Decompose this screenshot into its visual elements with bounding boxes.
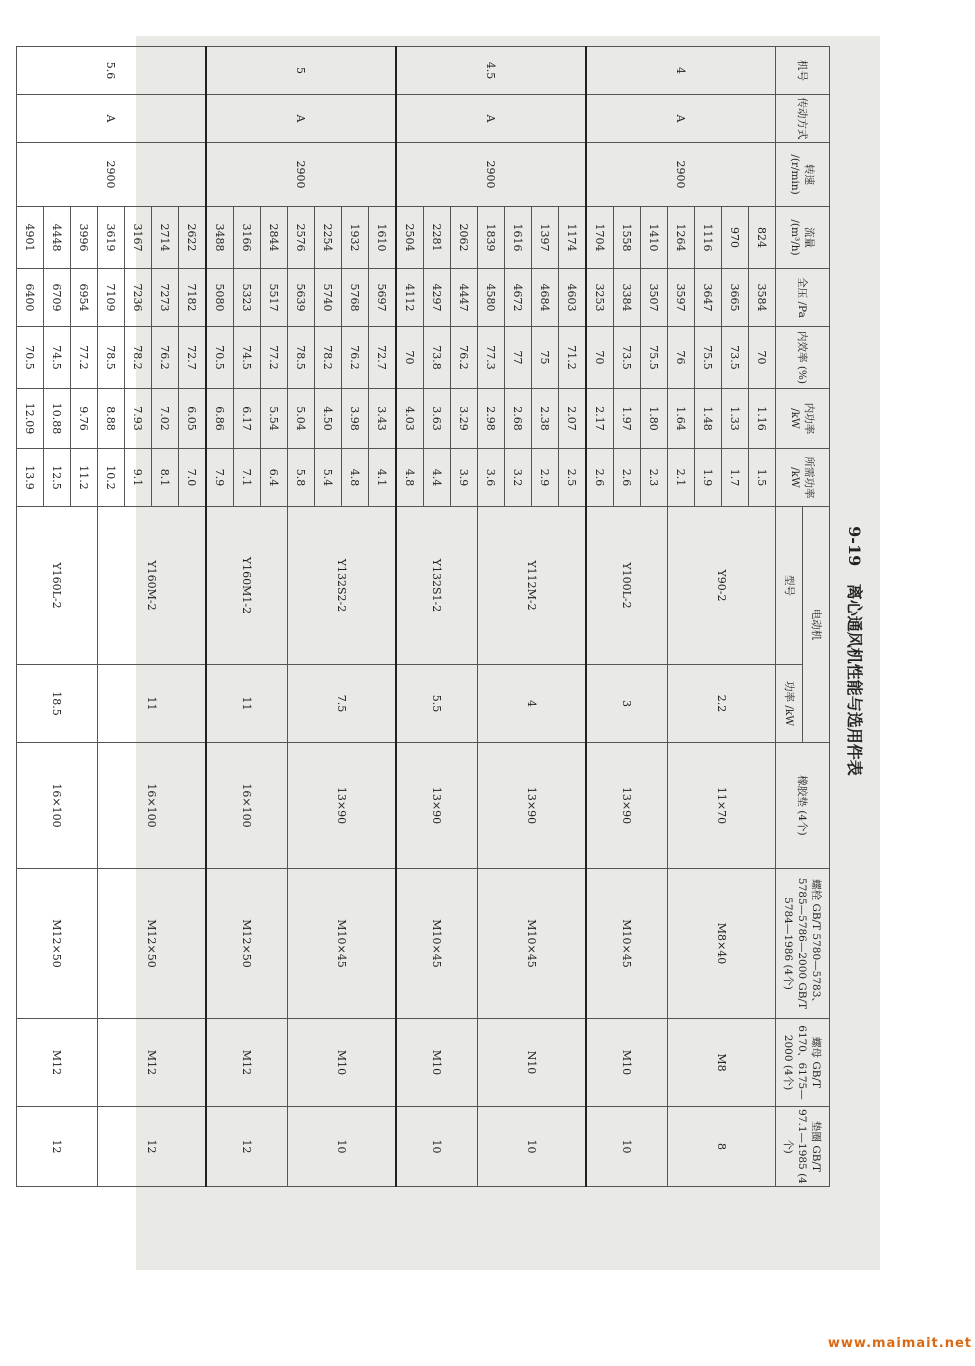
bolt-cell: M10×45 [288,869,397,1019]
required-power-cell: 3.6 [478,449,505,507]
motor-model-cell: Y90-2 [668,507,776,665]
internal-power-cell: 4.03 [396,389,424,449]
flow-cell: 1174 [559,207,587,269]
efficiency-cell: 77 [505,327,532,389]
internal-power-cell: 4.50 [315,389,342,449]
required-power-cell: 4.8 [342,449,369,507]
drive-cell: A [17,95,207,143]
fan-model-cell: 5.6 [17,47,207,95]
internal-power-cell: 2.07 [559,389,587,449]
nut-cell: M10 [288,1019,397,1107]
efficiency-cell: 76.2 [152,327,179,389]
efficiency-cell: 77.2 [261,327,288,389]
internal-power-cell: 2.38 [532,389,559,449]
pressure-cell: 4672 [505,269,532,327]
header-motor-model: 型号 [776,507,803,665]
required-power-cell: 11.2 [71,449,98,507]
efficiency-cell: 71.2 [559,327,587,389]
internal-power-cell: 1.97 [614,389,641,449]
motor-model-cell: Y132S1-2 [396,507,478,665]
internal-power-cell: 1.16 [749,389,776,449]
motor-power-cell: 2.2 [668,665,776,743]
pressure-cell: 3507 [641,269,668,327]
flow-cell: 1610 [369,207,397,269]
motor-power-cell: 18.5 [17,665,98,743]
required-power-cell: 7.1 [234,449,261,507]
bolt-cell: M8×40 [668,869,776,1019]
internal-power-cell: 2.98 [478,389,505,449]
efficiency-cell: 78.5 [98,327,125,389]
internal-power-cell: 5.04 [288,389,315,449]
efficiency-cell: 73.8 [424,327,451,389]
speed-cell: 2900 [17,143,207,207]
flow-cell: 2576 [288,207,315,269]
flow-cell: 3167 [125,207,152,269]
flow-cell: 1397 [532,207,559,269]
rubber-pad-cell: 13×90 [288,743,397,869]
table-row [369,47,397,1187]
motor-model-cell: Y160L-2 [17,507,98,665]
site-watermark: www.maimait.net [827,1336,972,1351]
table-row [451,47,478,1187]
efficiency-cell: 75 [532,327,559,389]
nut-cell: M12 [98,1019,207,1107]
pressure-cell: 4580 [478,269,505,327]
motor-model-cell: Y100L-2 [586,507,668,665]
pressure-cell: 6954 [71,269,98,327]
rotated-content [23,36,880,1270]
motor-power-cell: 3 [586,665,668,743]
required-power-cell: 7.9 [206,449,234,507]
header-pressure: 全压 /Pa [776,269,830,327]
internal-power-cell: 1.64 [668,389,695,449]
pressure-cell: 3597 [668,269,695,327]
efficiency-cell: 72.7 [369,327,397,389]
washer-cell: 10 [586,1107,668,1187]
pressure-cell: 5697 [369,269,397,327]
header-internal-power: 内功率 /kW [776,389,830,449]
washer-cell: 8 [668,1107,776,1187]
pressure-cell: 6709 [44,269,71,327]
washer-cell: 10 [478,1107,587,1187]
pressure-cell: 7182 [179,269,207,327]
required-power-cell: 2.3 [641,449,668,507]
flow-cell: 1116 [695,207,722,269]
header-efficiency: 内效率 (%) [776,327,830,389]
flow-cell: 2622 [179,207,207,269]
rubber-pad-cell: 13×90 [396,743,478,869]
rubber-pad-cell: 16×100 [17,743,98,869]
nut-cell: M8 [668,1019,776,1107]
efficiency-cell: 78.5 [288,327,315,389]
pressure-cell: 7236 [125,269,152,327]
bolt-cell: M12×50 [98,869,207,1019]
pressure-cell: 4297 [424,269,451,327]
efficiency-cell: 76 [668,327,695,389]
pressure-cell: 5768 [342,269,369,327]
pressure-cell: 5740 [315,269,342,327]
header-bolt: 螺栓 GB/T 5780—5783、5785—5786—2000 GB/T 5784—1986 (4个) [776,869,830,1019]
washer-cell: 10 [288,1107,397,1187]
flow-cell: 2062 [451,207,478,269]
washer-cell: 12 [206,1107,288,1187]
flow-cell: 970 [722,207,749,269]
header-model: 机号 [776,47,830,95]
table-number: 9-19 [845,526,864,567]
required-power-cell: 2.6 [586,449,614,507]
pressure-cell: 5517 [261,269,288,327]
table-row [261,47,288,1187]
rubber-pad-cell: 16×100 [206,743,288,869]
bolt-cell: M10×45 [478,869,587,1019]
nut-cell: M12 [206,1019,288,1107]
header-rubber-pad: 橡胶垫 (4个) [776,743,830,869]
pressure-cell: 3253 [586,269,614,327]
required-power-cell: 4.1 [369,449,397,507]
flow-cell: 1558 [614,207,641,269]
efficiency-cell: 70 [586,327,614,389]
bolt-cell: M12×50 [206,869,288,1019]
motor-power-cell: 7.5 [288,665,397,743]
required-power-cell: 6.4 [261,449,288,507]
efficiency-cell: 73.5 [614,327,641,389]
drive-cell: A [396,95,586,143]
pressure-cell: 7109 [98,269,125,327]
internal-power-cell: 1.48 [695,389,722,449]
required-power-cell: 10.2 [98,449,125,507]
fan-model-cell: 4 [586,47,776,95]
internal-power-cell: 9.76 [71,389,98,449]
required-power-cell: 5.4 [315,449,342,507]
header-drive: 传动方式 [776,95,830,143]
required-power-cell: 9.1 [125,449,152,507]
internal-power-cell: 2.68 [505,389,532,449]
internal-power-cell: 3.29 [451,389,478,449]
speed-cell: 2900 [396,143,586,207]
motor-power-cell: 11 [206,665,288,743]
required-power-cell: 2.6 [614,449,641,507]
internal-power-cell: 6.86 [206,389,234,449]
rubber-pad-cell: 11×70 [668,743,776,869]
nut-cell: M10 [586,1019,668,1107]
efficiency-cell: 76.2 [342,327,369,389]
drive-cell: A [206,95,396,143]
header-flow: 流量 /(m³/h) [776,207,830,269]
efficiency-cell: 77.2 [71,327,98,389]
required-power-cell: 7.0 [179,449,207,507]
efficiency-cell: 77.3 [478,327,505,389]
speed-cell: 2900 [206,143,396,207]
required-power-cell: 12.5 [44,449,71,507]
required-power-cell: 8.1 [152,449,179,507]
scanned-page [23,36,880,1270]
flow-cell: 2281 [424,207,451,269]
required-power-cell: 2.1 [668,449,695,507]
motor-power-cell: 11 [98,665,207,743]
efficiency-cell: 78.2 [315,327,342,389]
bolt-cell: M12×50 [17,869,98,1019]
pressure-cell: 3647 [695,269,722,327]
flow-cell: 2844 [261,207,288,269]
efficiency-cell: 70.5 [17,327,44,389]
motor-model-cell: Y112M-2 [478,507,587,665]
washer-cell: 10 [396,1107,478,1187]
pressure-cell: 3384 [614,269,641,327]
fan-model-cell: 5 [206,47,396,95]
required-power-cell: 4.8 [396,449,424,507]
internal-power-cell: 6.17 [234,389,261,449]
header-required-power: 所需功率 /kW [776,449,830,507]
table-row [559,47,587,1187]
flow-cell: 1410 [641,207,668,269]
internal-power-cell: 1.33 [722,389,749,449]
flow-cell: 824 [749,207,776,269]
motor-power-cell: 4 [478,665,587,743]
efficiency-cell: 76.2 [451,327,478,389]
pressure-cell: 5639 [288,269,315,327]
fan-model-cell: 4.5 [396,47,586,95]
header-speed: 转速 /(r/min) [776,143,830,207]
table-title [830,76,878,1226]
internal-power-cell: 10.88 [44,389,71,449]
required-power-cell: 2.9 [532,449,559,507]
efficiency-cell: 75.5 [695,327,722,389]
pressure-cell: 6400 [17,269,44,327]
flow-cell: 1616 [505,207,532,269]
motor-model-cell: Y160M1-2 [206,507,288,665]
efficiency-cell: 75.5 [641,327,668,389]
required-power-cell: 13.9 [17,449,44,507]
table-title-text: 离心通风机性能与选用件表 [845,583,864,776]
table-row [179,47,207,1187]
table-row [71,47,98,1187]
internal-power-cell: 5.54 [261,389,288,449]
flow-cell: 2504 [396,207,424,269]
internal-power-cell: 2.17 [586,389,614,449]
efficiency-cell: 70.5 [206,327,234,389]
internal-power-cell: 3.63 [424,389,451,449]
pressure-cell: 3584 [749,269,776,327]
required-power-cell: 3.9 [451,449,478,507]
efficiency-cell: 74.5 [44,327,71,389]
flow-cell: 2714 [152,207,179,269]
flow-cell: 1839 [478,207,505,269]
nut-cell: N10 [478,1019,587,1107]
required-power-cell: 1.5 [749,449,776,507]
motor-power-cell: 5.5 [396,665,478,743]
rubber-pad-cell: 13×90 [586,743,668,869]
fan-performance-table [16,46,830,1187]
rubber-pad-cell: 16×100 [98,743,207,869]
drive-cell: A [586,95,776,143]
efficiency-cell: 70 [749,327,776,389]
pressure-cell: 7273 [152,269,179,327]
required-power-cell: 1.7 [722,449,749,507]
pressure-cell: 4603 [559,269,587,327]
required-power-cell: 1.9 [695,449,722,507]
efficiency-cell: 78.2 [125,327,152,389]
flow-cell: 3488 [206,207,234,269]
internal-power-cell: 12.09 [17,389,44,449]
header-motor-power: 功率 /kW [776,665,803,743]
internal-power-cell: 7.93 [125,389,152,449]
table-row [641,47,668,1187]
bolt-cell: M10×45 [396,869,478,1019]
rubber-pad-cell: 13×90 [478,743,587,869]
required-power-cell: 4.4 [424,449,451,507]
flow-cell: 4901 [17,207,44,269]
header-motor: 电动机 [803,507,830,743]
internal-power-cell: 3.98 [342,389,369,449]
pressure-cell: 5323 [234,269,261,327]
internal-power-cell: 7.02 [152,389,179,449]
nut-cell: M12 [17,1019,98,1107]
required-power-cell: 3.2 [505,449,532,507]
flow-cell: 3996 [71,207,98,269]
washer-cell: 12 [17,1107,98,1187]
motor-model-cell: Y160M-2 [98,507,207,665]
nut-cell: M10 [396,1019,478,1107]
pressure-cell: 3665 [722,269,749,327]
header-washer: 垫圈 GB/T 97.1—1985 (4个) [776,1107,830,1187]
flow-cell: 1704 [586,207,614,269]
bolt-cell: M10×45 [586,869,668,1019]
header-nut: 螺母 GB/T 6170、6175—2000 (4个) [776,1019,830,1107]
flow-cell: 2254 [315,207,342,269]
pressure-cell: 5080 [206,269,234,327]
efficiency-cell: 70 [396,327,424,389]
efficiency-cell: 74.5 [234,327,261,389]
table-row [749,47,776,1187]
efficiency-cell: 72.7 [179,327,207,389]
flow-cell: 3619 [98,207,125,269]
flow-cell: 3166 [234,207,261,269]
washer-cell: 12 [98,1107,207,1187]
pressure-cell: 4112 [396,269,424,327]
flow-cell: 1932 [342,207,369,269]
required-power-cell: 5.8 [288,449,315,507]
pressure-cell: 4447 [451,269,478,327]
internal-power-cell: 3.43 [369,389,397,449]
required-power-cell: 2.5 [559,449,587,507]
pressure-cell: 4684 [532,269,559,327]
speed-cell: 2900 [586,143,776,207]
flow-cell: 1264 [668,207,695,269]
internal-power-cell: 8.88 [98,389,125,449]
efficiency-cell: 73.5 [722,327,749,389]
motor-model-cell: Y132S2-2 [288,507,397,665]
internal-power-cell: 1.80 [641,389,668,449]
internal-power-cell: 6.05 [179,389,207,449]
flow-cell: 4448 [44,207,71,269]
